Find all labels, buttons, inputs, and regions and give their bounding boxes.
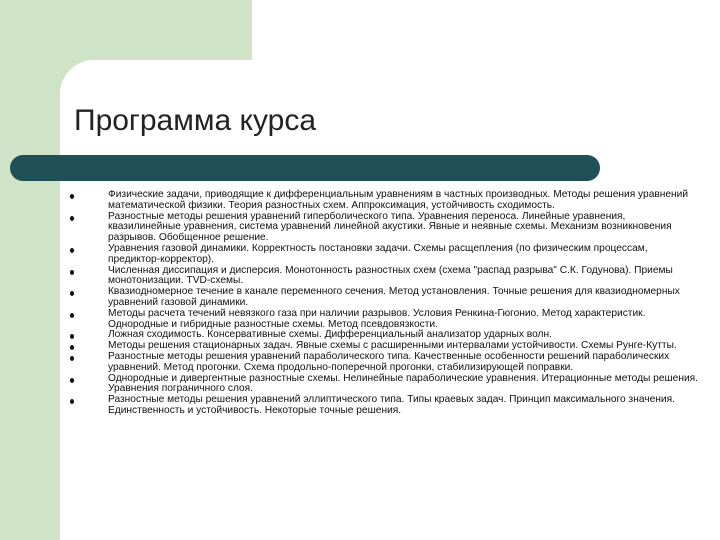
list-item-text: Квазиодномерное течение в канале переменного сечения. Метод установления. Точные решения для квазиодномерных уравнений газовой динамики. — [108, 286, 680, 308]
bullet-icon — [70, 194, 74, 199]
bullet-icon — [70, 313, 74, 318]
list-item-text: Однородные и дивергентные разностные схемы. Нелинейные параболические уравнения. Итерационные методы решения. Уравнения пограничного слоя. — [108, 372, 699, 395]
list-item — [60, 190, 700, 212]
list-item — [60, 352, 700, 374]
slide-title: Программа курса — [74, 104, 317, 137]
bullet-icon — [70, 270, 74, 275]
list-item — [60, 287, 700, 309]
list-item-text: Разностные методы решения уравнений эллиптического типа. Типы краевых задач. Принцип максимального значения. Единственность и устойчивость. Некоторые точные решения. — [108, 394, 675, 416]
list-item-text: Методы расчета течений невязкого газа при наличии разрывов. Условия Ренкина-Гюгонио. Метод характеристик. Однородные и гибридные разностные схемы. Метод псевдовязкости. — [108, 307, 646, 330]
title-underline-bar — [10, 155, 600, 181]
decorative-left-band — [0, 0, 60, 540]
bullet-list — [60, 190, 700, 417]
list-item — [60, 374, 700, 396]
list-item-text: Численная диссипация и дисперсия. Монотонность разностных схем (схема "распад разрыва" С.К. Годунова). Приемы монотонизации. TVD-схемы. — [108, 264, 673, 287]
list-item — [60, 309, 700, 331]
list-item — [60, 244, 700, 266]
bullet-icon — [70, 291, 74, 296]
list-item-text: Ложная сходимость. Консервативные схемы. Дифференциальный анализатор ударных волн. — [108, 329, 552, 341]
list-item — [60, 212, 700, 244]
list-item-text: Уравнения газовой динамики. Корректность постановки задачи. Схемы расщепления (по физическим процессам, предиктор-корректор). — [108, 242, 648, 265]
bullet-icon — [70, 334, 74, 339]
bullet-icon — [70, 378, 74, 383]
list-item — [60, 395, 700, 417]
bullet-icon — [70, 399, 74, 404]
list-item-text: Физические задачи, приводящие к дифференциальным уравнениям в частных производных. Методы решения уравнений математической физики. Теория разностных схем. Аппроксимация, устойчивость сходимость. — [108, 189, 689, 211]
list-item-text: Методы решения стационарных задач. Явные схемы с расширенными интервалами устойчивости. Схемы Рунге-Кутты. — [108, 340, 677, 352]
list-item-text: Разностные методы решения уравнений гиперболического типа. Уравнения переноса. Линейные уравнения, квазилинейные уравнения, система уравнений линейной акустики. Явные и неявные схемы. Механизм возникновения разрывов. Обобщенное решение. — [108, 210, 672, 244]
list-item-text: Разностные методы решения уравнений параболического типа. Качественные особенности решений параболических уравнений. Метод прогонки. Схема продольно-поперечной прогонки, стабилизирующей поправки. — [108, 350, 670, 373]
bullet-icon — [70, 248, 74, 253]
bullet-icon — [70, 356, 74, 361]
slide-content — [60, 190, 700, 417]
list-item — [60, 266, 700, 288]
bullet-icon — [70, 345, 74, 350]
bullet-icon — [70, 216, 74, 221]
